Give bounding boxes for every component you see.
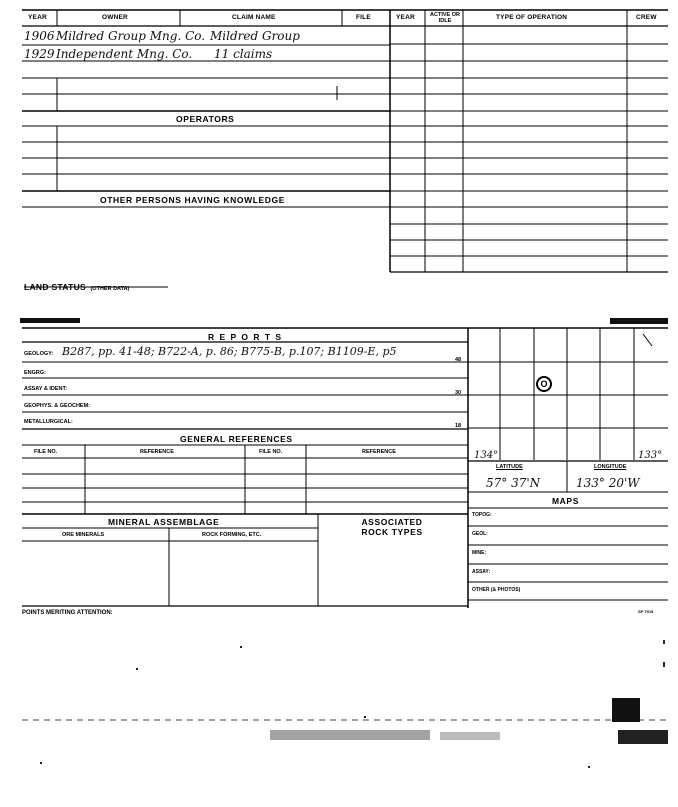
other-persons-title: OTHER PERSONS HAVING KNOWLEDGE bbox=[100, 195, 286, 205]
land-status-label bbox=[24, 277, 129, 295]
operators-title: OPERATORS bbox=[176, 114, 235, 124]
maps-title: MAPS bbox=[552, 496, 579, 506]
header-active-or-idle: ACTIVE OR IDLE bbox=[430, 12, 460, 24]
margin-30: 30 bbox=[455, 390, 462, 396]
maps-geol-label: GEOL: bbox=[472, 531, 488, 537]
land-status-subtitle: (OTHER DATA) bbox=[90, 286, 130, 292]
claim-row-1-year: 1906 bbox=[24, 29, 55, 43]
claim-row-1-claim-name: Mildred Group bbox=[210, 29, 300, 43]
associated-rock-types-title: ASSOCIATED ROCK TYPES bbox=[361, 517, 423, 537]
ore-minerals-header: ORE MINERALS bbox=[62, 532, 105, 538]
maps-mine-label: MINE: bbox=[472, 550, 487, 556]
reports-title: R E P O R T S bbox=[208, 332, 283, 342]
claim-row-2-claim-name: 11 claims bbox=[214, 47, 273, 61]
general-references-title: GENERAL REFERENCES bbox=[180, 434, 293, 444]
scan-speck bbox=[40, 762, 42, 764]
ref-header-reference-2: REFERENCE bbox=[362, 449, 396, 455]
latitude-label: LATITUDE bbox=[496, 464, 523, 470]
land-status-title: LAND STATUS bbox=[24, 282, 87, 292]
maps-other-photos-label: OTHER (& PHOTOS) bbox=[472, 587, 521, 593]
ref-header-file-no-1: FILE NO. bbox=[34, 449, 58, 455]
longitude-right-tick: 133° bbox=[638, 450, 663, 461]
geophys-geochem-label: GEOPHYS. & GEOCHEM: bbox=[24, 403, 91, 409]
mineral-assemblage-title: MINERAL ASSEMBLAGE bbox=[108, 517, 220, 527]
header-year-2: YEAR bbox=[396, 14, 415, 21]
geology-label: GEOLOGY: bbox=[24, 351, 54, 357]
claim-row-2-year: 1929 bbox=[24, 47, 55, 61]
claim-row-2-owner: Independent Mng. Co. bbox=[56, 47, 193, 61]
margin-18: 18 bbox=[455, 423, 462, 429]
form-number: SP 7915 bbox=[638, 609, 654, 614]
claim-row-1-owner: Mildred Group Mng. Co. bbox=[56, 29, 206, 43]
header-type-of-operation: TYPE OF OPERATION bbox=[496, 14, 568, 21]
metallurgical-label: METALLURGICAL: bbox=[24, 419, 73, 425]
ref-header-file-no-2: FILE NO. bbox=[259, 449, 283, 455]
scan-speck bbox=[364, 716, 366, 718]
header-crew: CREW bbox=[636, 14, 657, 21]
ref-header-reference-1: REFERENCE bbox=[140, 449, 174, 455]
scan-speck bbox=[663, 662, 665, 667]
scan-speck bbox=[240, 646, 242, 648]
margin-48: 48 bbox=[455, 357, 462, 363]
header-year: YEAR bbox=[28, 14, 47, 21]
scan-speck bbox=[588, 766, 590, 768]
scan-speck bbox=[136, 668, 138, 670]
longitude-label: LONGITUDE bbox=[594, 464, 627, 470]
geology-value: B287, pp. 41-48; B722-A, p. 86; B775-B, p.107; B1109-E, p5 bbox=[62, 345, 397, 358]
assay-ident-label: ASSAY & IDENT: bbox=[24, 386, 68, 392]
location-marker-letter: O bbox=[540, 379, 548, 389]
scan-speck bbox=[663, 640, 665, 644]
points-meriting-attention-label: POINTS MERITING ATTENTION: bbox=[22, 610, 113, 616]
maps-topog-label: TOPOG: bbox=[472, 512, 492, 518]
rock-forming-header: ROCK FORMING, ETC. bbox=[202, 532, 262, 538]
engrg-label: ENGRG: bbox=[24, 370, 46, 376]
maps-assay-label: ASSAY: bbox=[472, 569, 491, 575]
longitude-left-tick: 134° bbox=[474, 450, 499, 461]
header-file: FILE bbox=[356, 14, 371, 21]
latitude-value: 57° 37'N bbox=[486, 476, 541, 490]
header-owner: OWNER bbox=[102, 14, 128, 21]
header-claim-name: CLAIM NAME bbox=[232, 14, 276, 21]
location-marker bbox=[536, 376, 552, 392]
longitude-value: 133° 20'W bbox=[576, 476, 640, 490]
